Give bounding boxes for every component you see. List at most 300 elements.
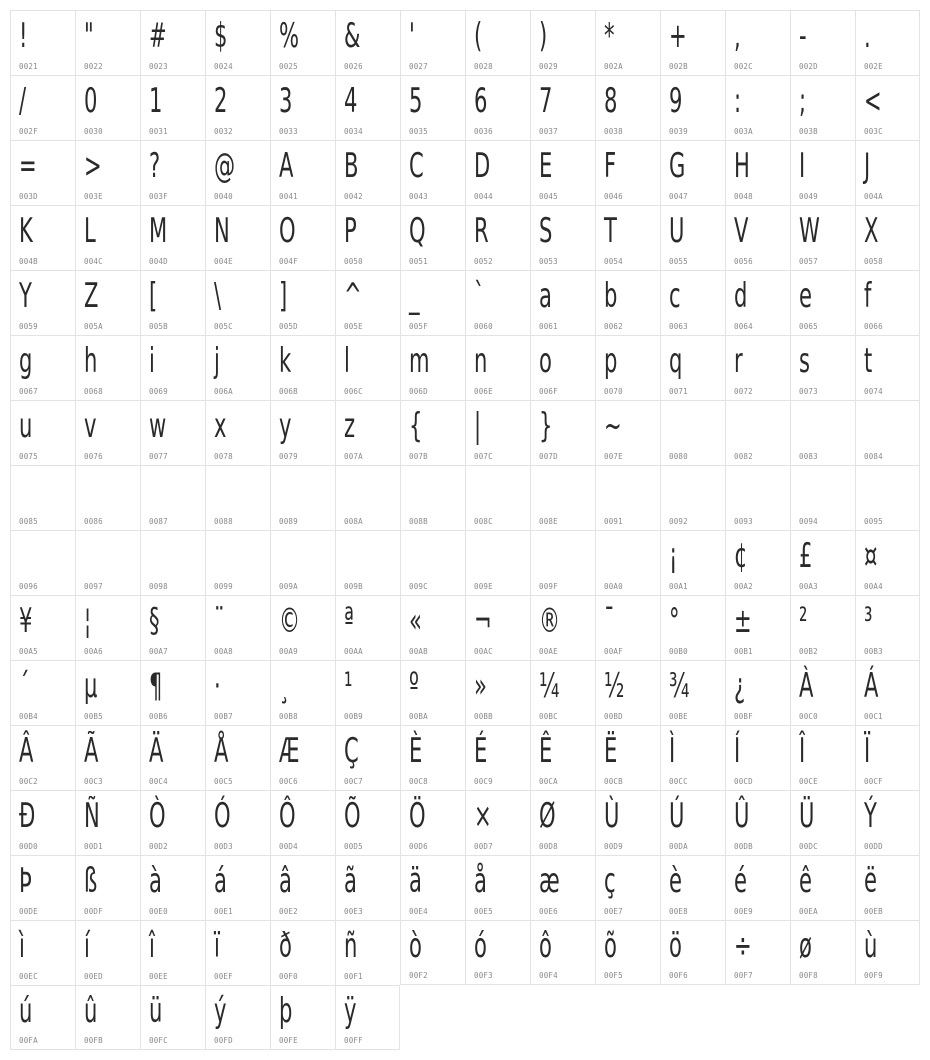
glyph-char: § [149, 601, 160, 641]
glyph-char: , [734, 16, 741, 56]
glyph-char: B [344, 146, 359, 186]
glyph-cell [725, 920, 790, 985]
glyph-code-label: 00BE [669, 712, 688, 721]
glyph-cell [790, 10, 855, 75]
glyph-cell [335, 335, 400, 400]
glyph-cell [270, 400, 335, 465]
glyph-cell [530, 270, 595, 335]
glyph-code-label: 0045 [539, 192, 558, 201]
glyph-cell [270, 790, 335, 855]
glyph-code-label: 0063 [669, 322, 688, 331]
glyph-cell [855, 920, 920, 985]
glyph-char: R [474, 211, 489, 251]
glyph-cell [75, 985, 140, 1050]
glyph-code-label: 00DA [669, 842, 688, 851]
glyph-code-label: 005A [84, 322, 103, 331]
glyph-char: ü [149, 991, 163, 1031]
glyph-code-label: 00C5 [214, 777, 233, 786]
glyph-char: " [84, 16, 94, 56]
glyph-cell [140, 660, 205, 725]
glyph-cell [75, 660, 140, 725]
glyph-char: M [149, 211, 168, 251]
glyph-cell [725, 790, 790, 855]
glyph-code-label: 00A7 [149, 647, 168, 656]
glyph-cell [725, 10, 790, 75]
glyph-cell [790, 335, 855, 400]
glyph-code-label: 00F3 [474, 971, 493, 980]
glyph-char: g [19, 341, 33, 381]
glyph-code-label: 0055 [669, 257, 688, 266]
glyph-cell [400, 140, 465, 205]
glyph-code-label: 00C4 [149, 777, 168, 786]
glyph-char: Æ [279, 731, 300, 771]
glyph-code-label: 00EC [19, 972, 38, 981]
glyph-cell [465, 335, 530, 400]
glyph-cell [400, 595, 465, 660]
glyph-char: S [539, 211, 553, 251]
glyph-code-label: 00E4 [409, 907, 428, 916]
glyph-char: À [799, 666, 814, 706]
glyph-char: ^ [344, 276, 362, 316]
glyph-char: . [864, 16, 871, 56]
glyph-cell [205, 75, 270, 140]
glyph-code-label: 00BF [734, 712, 753, 721]
glyph-cell [660, 790, 725, 855]
glyph-char: p [604, 341, 618, 381]
glyph-char: c [669, 276, 681, 316]
glyph-cell [75, 465, 140, 530]
glyph-code-label: 00F5 [604, 971, 623, 980]
glyph-cell [270, 75, 335, 140]
glyph-code-label: 006A [214, 387, 233, 396]
glyph-code-label: 00BA [409, 712, 428, 721]
glyph-code-label: 006E [474, 387, 493, 396]
glyph-cell [140, 920, 205, 985]
glyph-char: I [799, 146, 806, 186]
glyph-char: l [344, 341, 350, 381]
glyph-char: ] [279, 276, 288, 316]
glyph-cell [400, 270, 465, 335]
glyph-code-label: 00F8 [799, 971, 818, 980]
glyph-cell [725, 270, 790, 335]
glyph-cell [335, 790, 400, 855]
glyph-code-label: 00D3 [214, 842, 233, 851]
glyph-code-label: 00F9 [864, 971, 883, 980]
glyph-cell [595, 790, 660, 855]
glyph-code-label: 00C8 [409, 777, 428, 786]
glyph-code-label: 004D [149, 257, 168, 266]
glyph-char: õ [604, 926, 617, 966]
glyph-cell [530, 400, 595, 465]
glyph-code-label: 008B [409, 517, 428, 526]
glyph-cell [140, 75, 205, 140]
glyph-code-label: 00F7 [734, 971, 753, 980]
glyph-char: J [864, 146, 871, 186]
glyph-char: Ö [409, 796, 426, 836]
glyph-cell [270, 725, 335, 790]
glyph-code-label: 00CB [604, 777, 623, 786]
glyph-code-label: 00BD [604, 712, 623, 721]
glyph-cell [10, 660, 75, 725]
glyph-char: ô [539, 926, 552, 966]
glyph-code-label: 007D [539, 452, 558, 461]
glyph-code-label: 0025 [279, 62, 298, 71]
glyph-cell [725, 530, 790, 595]
glyph-code-label: 00CC [669, 777, 688, 786]
glyph-code-label: 009E [474, 582, 493, 591]
glyph-cell [270, 335, 335, 400]
glyph-code-label: 00ED [84, 972, 103, 981]
glyph-char: ç [604, 861, 616, 901]
glyph-code-label: 0030 [84, 127, 103, 136]
glyph-code-label: 0072 [734, 387, 753, 396]
glyph-char: Å [214, 731, 229, 771]
glyph-cell [335, 10, 400, 75]
glyph-char: V [734, 211, 749, 251]
glyph-code-label: 00A5 [19, 647, 38, 656]
glyph-code-label: 005F [409, 322, 428, 331]
glyph-cell [205, 920, 270, 985]
glyph-char: \ [214, 276, 222, 316]
glyph-code-label: 008C [474, 517, 493, 526]
glyph-code-label: 0083 [799, 452, 818, 461]
glyph-code-label: 00B7 [214, 712, 233, 721]
glyph-code-label: 00CD [734, 777, 753, 786]
glyph-char: ' [409, 16, 415, 56]
glyph-code-label: 00DD [864, 842, 883, 851]
glyph-cell [400, 530, 465, 595]
glyph-char: ÿ [344, 991, 357, 1031]
glyph-code-label: 0040 [214, 192, 233, 201]
glyph-char: ± [734, 601, 752, 641]
glyph-code-label: 00B4 [19, 712, 38, 721]
glyph-cell [270, 465, 335, 530]
glyph-char: E [539, 146, 553, 186]
glyph-code-label: 00CE [799, 777, 818, 786]
glyph-code-label: 0036 [474, 127, 493, 136]
glyph-code-label: 00B1 [734, 647, 753, 656]
glyph-cell [595, 920, 660, 985]
glyph-cell [660, 855, 725, 920]
glyph-char: © [279, 601, 301, 641]
glyph-cell [400, 790, 465, 855]
glyph-cell [270, 855, 335, 920]
glyph-cell [400, 855, 465, 920]
glyph-cell [140, 790, 205, 855]
glyph-code-label: 006D [409, 387, 428, 396]
glyph-cell [10, 530, 75, 595]
glyph-cell [75, 725, 140, 790]
glyph-cell [400, 465, 465, 530]
glyph-code-label: 00DE [19, 907, 38, 916]
glyph-cell [725, 140, 790, 205]
glyph-char: ¥ [19, 601, 33, 641]
glyph-code-label: 0069 [149, 387, 168, 396]
glyph-cell [595, 855, 660, 920]
glyph-cell [205, 855, 270, 920]
glyph-char: e [799, 276, 812, 316]
glyph-cell [205, 660, 270, 725]
glyph-cell [790, 205, 855, 270]
glyph-char: O [279, 211, 296, 251]
glyph-char: ) [539, 16, 548, 56]
glyph-cell [400, 725, 465, 790]
glyph-cell [660, 205, 725, 270]
glyph-cell [10, 205, 75, 270]
glyph-code-label: 00D5 [344, 842, 363, 851]
glyph-code-label: 0052 [474, 257, 493, 266]
glyph-cell [10, 855, 75, 920]
glyph-char: _ [409, 276, 420, 316]
glyph-char: Þ [19, 861, 32, 901]
glyph-char: ð [279, 926, 292, 966]
glyph-cell [205, 140, 270, 205]
glyph-code-label: 008E [539, 517, 558, 526]
glyph-code-label: 006B [279, 387, 298, 396]
glyph-char: r [734, 341, 743, 381]
glyph-code-label: 0093 [734, 517, 753, 526]
glyph-cell [205, 465, 270, 530]
glyph-cell [400, 335, 465, 400]
glyph-code-label: 002C [734, 62, 753, 71]
glyph-char: Í [734, 731, 741, 771]
glyph-char: ¹ [344, 666, 353, 706]
glyph-cell [530, 920, 595, 985]
glyph-code-label: 00FC [149, 1036, 168, 1045]
glyph-char: i [149, 341, 155, 381]
glyph-char: # [149, 16, 167, 56]
glyph-code-label: 003B [799, 127, 818, 136]
glyph-char: å [474, 861, 487, 901]
glyph-code-label: 00E1 [214, 907, 233, 916]
glyph-char: L [84, 211, 96, 251]
glyph-code-label: 005B [149, 322, 168, 331]
glyph-char: U [669, 211, 685, 251]
glyph-code-label: 00F6 [669, 971, 688, 980]
glyph-char: } [539, 406, 553, 446]
glyph-code-label: 0024 [214, 62, 233, 71]
glyph-char: Ú [669, 796, 685, 836]
glyph-char: × [474, 796, 492, 836]
glyph-cell [530, 595, 595, 660]
glyph-cell [660, 530, 725, 595]
glyph-char: £ [799, 536, 813, 576]
glyph-code-label: 0050 [344, 257, 363, 266]
glyph-char: a [539, 276, 552, 316]
glyph-cell [465, 920, 530, 985]
glyph-code-label: 0065 [799, 322, 818, 331]
glyph-code-label: 00FB [84, 1036, 103, 1045]
glyph-char: @ [214, 146, 236, 186]
glyph-char: Q [409, 211, 426, 251]
glyph-code-label: 0091 [604, 517, 623, 526]
glyph-code-label: 00FD [214, 1036, 233, 1045]
glyph-char: + [669, 16, 687, 56]
glyph-cell [205, 335, 270, 400]
glyph-code-label: 004B [19, 257, 38, 266]
glyph-cell [725, 660, 790, 725]
glyph-char: 1 [149, 81, 163, 121]
glyph-code-label: 0029 [539, 62, 558, 71]
glyph-char: ¿ [734, 666, 746, 706]
glyph-code-label: 00C2 [19, 777, 38, 786]
glyph-cell [855, 790, 920, 855]
glyph-code-label: 00A3 [799, 582, 818, 591]
glyph-code-label: 00EF [214, 972, 233, 981]
glyph-char: f [864, 276, 872, 316]
glyph-cell [140, 530, 205, 595]
glyph-char: » [474, 666, 487, 706]
glyph-code-label: 002F [19, 127, 38, 136]
glyph-code-label: 0098 [149, 582, 168, 591]
glyph-char: 8 [604, 81, 618, 121]
glyph-cell [465, 530, 530, 595]
glyph-cell [530, 530, 595, 595]
glyph-code-label: 0095 [864, 517, 883, 526]
glyph-char: h [84, 341, 98, 381]
glyph-code-label: 0067 [19, 387, 38, 396]
glyph-char: 0 [84, 81, 98, 121]
glyph-cell [660, 660, 725, 725]
glyph-cell [205, 205, 270, 270]
glyph-code-label: 009A [279, 582, 298, 591]
glyph-char: ù [864, 926, 878, 966]
glyph-cell [790, 270, 855, 335]
glyph-cell [335, 400, 400, 465]
glyph-char: C [409, 146, 424, 186]
glyph-cell [465, 595, 530, 660]
glyph-cell [335, 205, 400, 270]
glyph-code-label: 00AF [604, 647, 623, 656]
glyph-code-label: 00E8 [669, 907, 688, 916]
glyph-code-label: 00B2 [799, 647, 818, 656]
glyph-code-label: 0023 [149, 62, 168, 71]
glyph-char: 5 [409, 81, 423, 121]
glyph-char: y [279, 406, 292, 446]
glyph-code-label: 005E [344, 322, 363, 331]
glyph-char: Ç [344, 731, 359, 771]
glyph-code-label: 00E3 [344, 907, 363, 916]
glyph-cell [595, 465, 660, 530]
glyph-cell [270, 205, 335, 270]
glyph-code-label: 00AC [474, 647, 493, 656]
glyph-code-label: 00E9 [734, 907, 753, 916]
glyph-code-label: 0043 [409, 192, 428, 201]
glyph-cell [595, 205, 660, 270]
glyph-char: Z [84, 276, 99, 316]
glyph-code-label: 00A8 [214, 647, 233, 656]
glyph-char: ; [799, 81, 807, 121]
glyph-code-label: 003D [19, 192, 38, 201]
glyph-cell [660, 270, 725, 335]
glyph-char: Ä [149, 731, 164, 771]
glyph-code-label: 00F4 [539, 971, 558, 980]
glyph-cell [335, 855, 400, 920]
glyph-cell [75, 855, 140, 920]
glyph-char: ! [19, 16, 28, 56]
glyph-cell [205, 725, 270, 790]
glyph-cell [205, 985, 270, 1050]
glyph-char: « [409, 601, 422, 641]
glyph-char: F [604, 146, 617, 186]
glyph-code-label: 004F [279, 257, 298, 266]
glyph-char: 3 [279, 81, 293, 121]
glyph-char: < [864, 81, 882, 121]
glyph-code-label: 00A6 [84, 647, 103, 656]
glyph-cell [270, 595, 335, 660]
glyph-char: Ë [604, 731, 618, 771]
glyph-code-label: 00B3 [864, 647, 883, 656]
glyph-code-label: 00F0 [279, 972, 298, 981]
glyph-char: þ [279, 991, 293, 1031]
glyph-cell [790, 790, 855, 855]
glyph-code-label: 00D8 [539, 842, 558, 851]
glyph-char: Ø [539, 796, 556, 836]
glyph-cell [270, 660, 335, 725]
glyph-cell [10, 140, 75, 205]
glyph-char: > [84, 146, 102, 186]
glyph-char: ? [149, 146, 161, 186]
glyph-char: X [864, 211, 879, 251]
glyph-code-label: 00D6 [409, 842, 428, 851]
glyph-code-label: 0054 [604, 257, 623, 266]
glyph-code-label: 0068 [84, 387, 103, 396]
glyph-char: 6 [474, 81, 488, 121]
glyph-cell [595, 75, 660, 140]
glyph-char: ° [669, 601, 680, 641]
glyph-cell [75, 335, 140, 400]
glyph-code-label: 0070 [604, 387, 623, 396]
glyph-cell [725, 75, 790, 140]
glyph-char: | [474, 406, 482, 446]
glyph-cell [660, 75, 725, 140]
glyph-code-label: 00DF [84, 907, 103, 916]
glyph-char: í [84, 926, 90, 966]
glyph-char: ò [409, 926, 422, 966]
glyph-code-label: 0058 [864, 257, 883, 266]
glyph-code-label: 00E0 [149, 907, 168, 916]
glyph-cell [595, 140, 660, 205]
glyph-cell [10, 75, 75, 140]
glyph-code-label: 0088 [214, 517, 233, 526]
glyph-char: $ [214, 16, 228, 56]
glyph-code-label: 00CF [864, 777, 883, 786]
glyph-cell [530, 205, 595, 270]
glyph-cell [660, 465, 725, 530]
glyph-cell [140, 725, 205, 790]
glyph-code-label: 0060 [474, 322, 493, 331]
glyph-char: û [84, 991, 98, 1031]
glyph-char: Ï [864, 731, 871, 771]
glyph-char: ( [474, 16, 483, 56]
glyph-char: ó [474, 926, 487, 966]
glyph-cell [335, 725, 400, 790]
glyph-cell [335, 140, 400, 205]
glyph-cell [465, 465, 530, 530]
glyph-code-label: 0057 [799, 257, 818, 266]
glyph-code-label: 0039 [669, 127, 688, 136]
glyph-char: Ò [149, 796, 166, 836]
glyph-cell [465, 140, 530, 205]
glyph-code-label: 007B [409, 452, 428, 461]
glyph-cell [205, 595, 270, 660]
glyph-char: ¬ [474, 601, 492, 641]
glyph-char: 2 [214, 81, 228, 121]
glyph-code-label: 00F1 [344, 972, 363, 981]
glyph-code-label: 00D1 [84, 842, 103, 851]
glyph-code-label: 0042 [344, 192, 363, 201]
glyph-cell [530, 855, 595, 920]
